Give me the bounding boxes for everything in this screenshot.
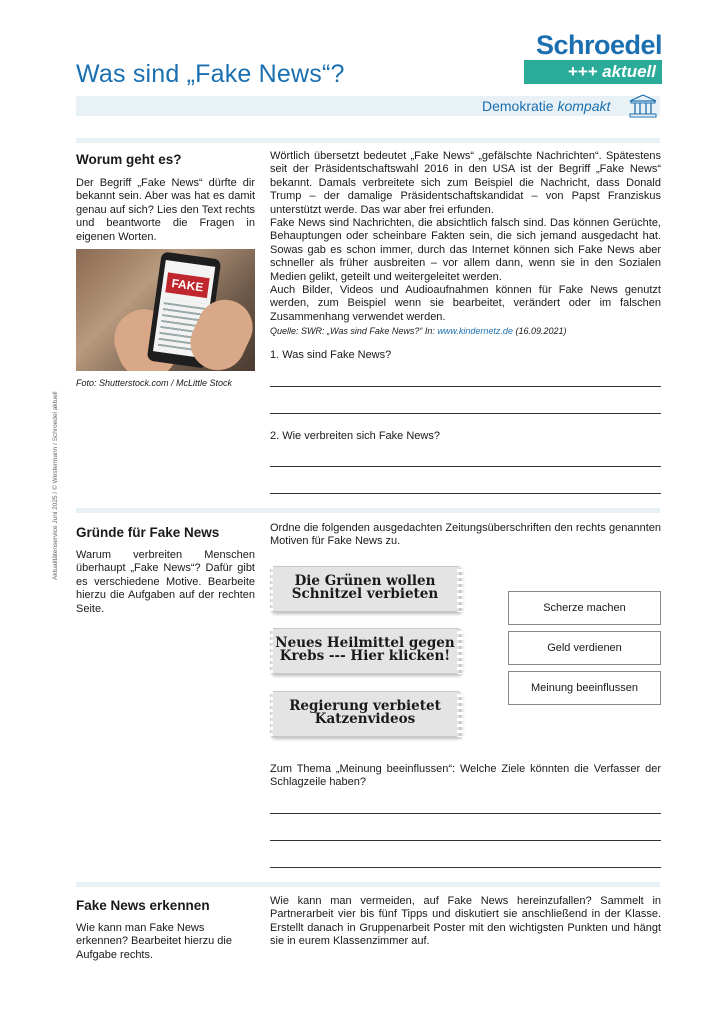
- motive-box-geld[interactable]: Geld verdienen: [508, 631, 661, 665]
- answer-line[interactable]: [270, 466, 661, 467]
- question-2: 2. Wie verbreiten sich Fake News?: [270, 430, 440, 442]
- section-divider: [76, 882, 660, 887]
- answer-line[interactable]: [270, 493, 661, 494]
- article-paragraph: Auch Bilder, Videos und Audioaufnahmen können für Fake News genutzt werden, zum Beispiel wenn sie bearbeitet, verändert oder im falschen Zusammenhang verwendet werden.: [270, 284, 661, 323]
- answer-line[interactable]: [270, 867, 661, 868]
- source-prefix: Quelle: SWR: „Was sind Fake News?“ In:: [270, 326, 435, 337]
- section-divider: [76, 138, 660, 143]
- parliament-building-icon: [628, 94, 658, 118]
- section-heading-erkennen: Fake News erkennen: [76, 898, 210, 913]
- headline-line: Neues Heilmittel gegen: [275, 635, 455, 651]
- section-heading-worum: Worum geht es?: [76, 152, 182, 167]
- copyright-note: Aktualitätenservice Juni 2025 / © Westermann / Schroedel aktuell: [52, 391, 59, 580]
- source-date: (16.09.2021): [515, 326, 567, 337]
- answer-line[interactable]: [270, 840, 661, 841]
- article-text: [270, 150, 661, 339]
- photo-screen-label: FAKE: [165, 272, 209, 298]
- headline-line: Krebs --- Hier klicken!: [279, 648, 451, 664]
- answer-line[interactable]: [270, 813, 661, 814]
- headline-line: Schnitzel verbieten: [291, 586, 439, 602]
- section-intro-worum: Der Begriff „Fake News“ dürfte dir bekannt sein. Aber was hat es damit genau auf sich? Lies den Text rechts und beantworte die Fragen in eigenen Worten.: [76, 177, 255, 243]
- section-heading-gruende: Gründe für Fake News: [76, 525, 220, 540]
- answer-line[interactable]: [270, 413, 661, 414]
- smartphone-fake-news-photo: [76, 249, 255, 371]
- logo-subline: +++ aktuell: [524, 60, 662, 84]
- article-paragraph: Wörtlich übersetzt bedeutet „Fake News“ „gefälschte Nachrichten“. Spätestens seit der Präsidentschaftswahl 2016 in den USA ist der Begriff „Fake News“ bekannt. Damals verbreitete sich zum Beispiel die Nachricht, dass Donald Trump – der damalige Präsidentschaftskandidat – von Papst Franziskus unterstützt werde. Das war aber frei erfunden.: [270, 150, 661, 216]
- logo-wordmark: Schroedel: [535, 30, 662, 60]
- headline-line: Regierung verbietet: [289, 698, 441, 714]
- headline-line: Die Grünen wollen: [294, 573, 436, 589]
- section-intro-gruende: Warum verbreiten Menschen überhaupt „Fake News“? Dafür gibt es verschiedene Motive. Bearbeite hierzu die Aufgaben auf der rechten Seite.: [76, 549, 255, 615]
- motive-box-scherze[interactable]: Scherze machen: [508, 591, 661, 625]
- motive-box-meinung[interactable]: Meinung beeinflussen: [508, 671, 661, 705]
- source-link[interactable]: www.kindernetz.de: [437, 326, 513, 337]
- matching-task: Ordne die folgenden ausgedachten Zeitungsüberschriften den rechts genannten Motiven für Fake News zu.: [270, 522, 661, 548]
- section-divider: [76, 508, 660, 513]
- publisher-logo: [524, 30, 662, 84]
- page-title: Was sind „Fake News“?: [76, 60, 345, 88]
- article-paragraph: Fake News sind Nachrichten, die absichtlich falsch sind. Das können Gerüchte, Behauptungen oder scheinbare Fakten sein, die sich jemand ausgedacht hat. Sowas gab es schon immer, durch das Internet können sich Fake News aber schneller als früher ausbreiten – vor allem dann, wenn sie in den Sozialen Medien gelikt, geteilt und weitergeleitet werden.: [270, 217, 661, 283]
- series-label: [482, 98, 610, 114]
- headline-clipping[interactable]: [270, 691, 460, 737]
- answer-line[interactable]: [270, 386, 661, 387]
- section-intro-erkennen: Wie kann man Fake News erkennen? Bearbeitet hierzu die Aufgabe rechts.: [76, 922, 232, 961]
- question-1: 1. Was sind Fake News?: [270, 349, 392, 361]
- photo-caption: Foto: Shutterstock.com / McLittle Stock: [76, 378, 233, 388]
- headline-line: Katzenvideos: [314, 711, 416, 727]
- source-line: [270, 325, 661, 338]
- opinion-question: Zum Thema „Meinung beeinflussen“: Welche Ziele könnten die Verfasser der Schlagzeile haben?: [270, 763, 661, 789]
- headline-clipping[interactable]: [270, 566, 460, 612]
- series-prefix: Demokratie: [482, 98, 554, 114]
- headline-clipping[interactable]: [270, 628, 460, 674]
- series-suffix: kompakt: [557, 98, 611, 114]
- group-task: Wie kann man vermeiden, auf Fake News hereinzufallen? Sammelt in Partnerarbeit vier bis fünf Tipps und diskutiert sie anschließend in der Klasse. Erstellt danach in Gruppenarbeit Poster mit den wichtigsten Punkten und hängt sie in eurem Klassenzimmer auf.: [270, 895, 661, 948]
